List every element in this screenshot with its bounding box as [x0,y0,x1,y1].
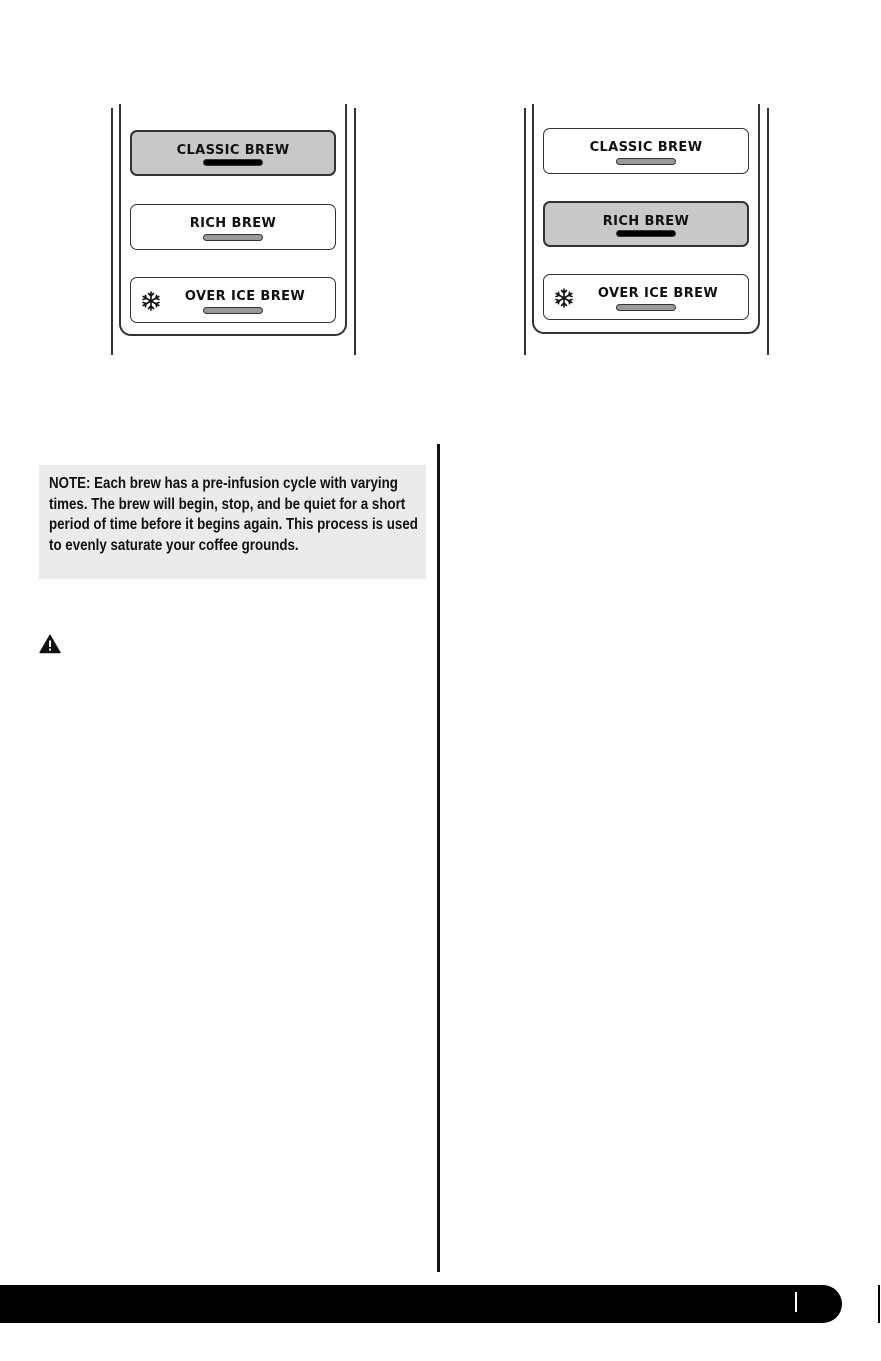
control-panel-illustration-classic [111,108,356,355]
classic-brew-indicator-light [203,159,263,166]
classic-brew-label: CLASSIC BREW [176,143,290,158]
rich-brew-indicator-light [203,234,263,241]
rich-brew-label: RICH BREW [602,214,690,229]
footer-bar [0,1285,842,1323]
note-text: NOTE: Each brew has a pre-infusion cycle with varying times. The brew will begin, stop, and be quiet for a short period of time before it begins again. This process is used to evenly saturate your coffee grounds. [49,475,418,554]
classic-brew-button[interactable] [130,130,336,176]
note-box [39,465,426,579]
classic-brew-button[interactable] [543,128,749,174]
rich-brew-button[interactable] [130,204,336,250]
over-ice-brew-label: OVER ICE BREW [184,289,306,304]
panel-edge-left [111,108,113,355]
over-ice-brew-button[interactable] [543,274,749,320]
classic-brew-indicator-light [616,158,676,165]
panel-edge-left [524,108,526,355]
over-ice-brew-indicator-light [203,307,263,314]
classic-brew-label: CLASSIC BREW [589,140,703,155]
over-ice-brew-button[interactable] [130,277,336,323]
control-panel-illustration-rich [524,108,769,355]
rich-brew-indicator-light [616,230,676,237]
page-edge-mark [878,1285,880,1323]
warning-icon [39,634,61,654]
panel-edge-right [354,108,356,355]
over-ice-brew-label: OVER ICE BREW [597,286,719,301]
column-divider [437,444,440,1272]
footer-divider-tick [795,1292,797,1312]
rich-brew-label: RICH BREW [189,216,277,231]
control-panel [532,104,760,334]
over-ice-brew-indicator-light [616,304,676,311]
panel-edge-right [767,108,769,355]
rich-brew-button[interactable] [543,201,749,247]
control-panel [119,104,347,336]
